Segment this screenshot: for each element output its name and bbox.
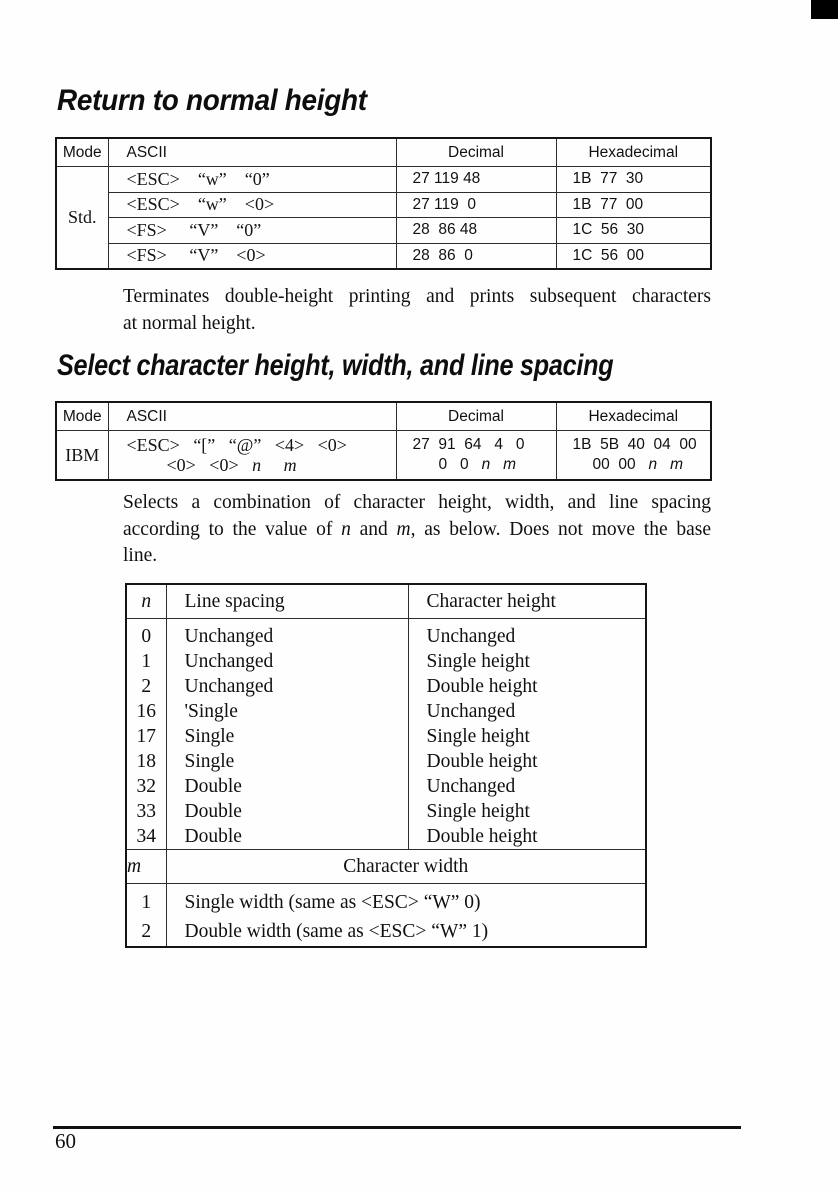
ascii-cell: <FS> “V” <0> — [108, 243, 396, 269]
m-value: 2 — [126, 917, 166, 947]
hex-cell — [556, 431, 711, 481]
character-height-value: Single height — [408, 649, 646, 674]
mode-cell: Std. — [56, 167, 108, 270]
std-command-table — [55, 137, 712, 270]
n-value: 1 — [126, 649, 166, 674]
param-row — [126, 749, 646, 774]
param-row — [126, 674, 646, 699]
decimal-header: Decimal — [396, 138, 556, 167]
line-spacing-value: Double — [166, 774, 408, 799]
hex-cell: 1C 56 30 — [556, 218, 711, 244]
n-value: 16 — [126, 699, 166, 724]
paragraph-line: line. — [123, 545, 158, 566]
heading-select-character-height-width-line-spacing: Select character height, width, and line spacing — [57, 349, 614, 382]
param-row — [126, 824, 646, 850]
description-paragraph — [123, 284, 711, 337]
n-value: 17 — [126, 724, 166, 749]
page-corner-mark — [811, 0, 838, 19]
n-value: 18 — [126, 749, 166, 774]
table-row — [56, 243, 711, 269]
ascii-header: ASCII — [108, 138, 396, 167]
n-value: 34 — [126, 824, 166, 850]
line-spacing-value: Double — [166, 799, 408, 824]
character-height-value: Single height — [408, 799, 646, 824]
mode-header: Mode — [56, 138, 108, 167]
paragraph-line: according to the value of n and m, as below. Does not move the base — [123, 518, 712, 540]
ascii-line-1: <ESC> “[” “@” <4> <0> — [126, 435, 347, 455]
paragraph-line: Selects a combination of character height, width, and line spacing — [123, 492, 711, 513]
param-row — [126, 619, 646, 650]
page-number: 60 — [55, 1129, 76, 1153]
m-header-row — [126, 850, 646, 884]
line-spacing-value: Single — [166, 749, 408, 774]
table-row — [56, 167, 711, 193]
footer-rule — [53, 1126, 741, 1129]
table-row — [56, 218, 711, 244]
param-row — [126, 699, 646, 724]
param-header-row — [126, 584, 646, 619]
decimal-line-1: 27 91 64 4 0 — [412, 436, 525, 453]
param-row — [126, 774, 646, 799]
ascii-cell: <FS> “V” “0” — [108, 218, 396, 244]
hex-line-2: 00 00 n m — [592, 456, 683, 473]
hex-cell: 1B 77 30 — [556, 167, 711, 193]
line-spacing-value: Unchanged — [166, 619, 408, 650]
decimal-cell: 28 86 0 — [396, 243, 556, 269]
mode-header: Mode — [56, 402, 108, 431]
line-spacing-value: Unchanged — [166, 674, 408, 699]
n-value: 33 — [126, 799, 166, 824]
width-description: Double width (same as <ESC> “W” 1) — [166, 917, 646, 947]
mode-cell: IBM — [56, 431, 108, 481]
character-height-value: Single height — [408, 724, 646, 749]
n-m-parameter-table — [125, 583, 647, 948]
line-spacing-value: Unchanged — [166, 649, 408, 674]
n-header: n — [126, 584, 166, 619]
hex-cell: 1C 56 00 — [556, 243, 711, 269]
param-row — [126, 649, 646, 674]
param-row — [126, 724, 646, 749]
hexadecimal-header: Hexadecimal — [556, 402, 711, 431]
table-row — [56, 431, 711, 481]
ascii-cell — [108, 431, 396, 481]
character-height-value: Double height — [408, 674, 646, 699]
hexadecimal-header: Hexadecimal — [556, 138, 711, 167]
m-label: m — [126, 850, 166, 884]
character-height-value: Unchanged — [408, 619, 646, 650]
m-value: 1 — [126, 884, 166, 918]
decimal-cell — [396, 431, 556, 481]
line-spacing-header: Line spacing — [166, 584, 408, 619]
width-description: Single width (same as <ESC> “W” 0) — [166, 884, 646, 918]
decimal-cell: 27 119 0 — [396, 192, 556, 218]
hex-line-1: 1B 5B 40 04 00 — [572, 436, 697, 453]
character-height-value: Double height — [408, 824, 646, 850]
heading-return-to-normal-height: Return to normal height — [57, 84, 367, 117]
decimal-cell: 28 86 48 — [396, 218, 556, 244]
n-value: 32 — [126, 774, 166, 799]
paragraph-line: at normal height. — [123, 312, 256, 334]
character-width-header: Character width — [166, 850, 646, 884]
paragraph-line: Terminates double-height printing and prints subsequent characters — [123, 286, 711, 307]
decimal-line-2: 0 0 n m — [438, 456, 517, 473]
ascii-cell: <ESC> “w” <0> — [108, 192, 396, 218]
n-value: 2 — [126, 674, 166, 699]
m-value-row — [126, 884, 646, 918]
character-height-value: Unchanged — [408, 699, 646, 724]
character-height-value: Unchanged — [408, 774, 646, 799]
table-header-row — [56, 402, 711, 431]
line-spacing-value: 'Single — [166, 699, 408, 724]
ascii-cell: <ESC> “w” “0” — [108, 167, 396, 193]
decimal-cell: 27 119 48 — [396, 167, 556, 193]
m-value-row — [126, 917, 646, 947]
decimal-header: Decimal — [396, 402, 556, 431]
ibm-command-table — [55, 401, 712, 481]
ascii-header: ASCII — [108, 402, 396, 431]
description-paragraph — [123, 490, 711, 570]
character-height-value: Double height — [408, 749, 646, 774]
table-row — [56, 192, 711, 218]
hex-cell: 1B 77 00 — [556, 192, 711, 218]
table-header-row — [56, 138, 711, 167]
ascii-line-2: <0> <0> n m — [166, 455, 297, 475]
line-spacing-value: Single — [166, 724, 408, 749]
param-row — [126, 799, 646, 824]
character-height-header: Character height — [408, 584, 646, 619]
n-value: 0 — [126, 619, 166, 650]
line-spacing-value: Double — [166, 824, 408, 850]
